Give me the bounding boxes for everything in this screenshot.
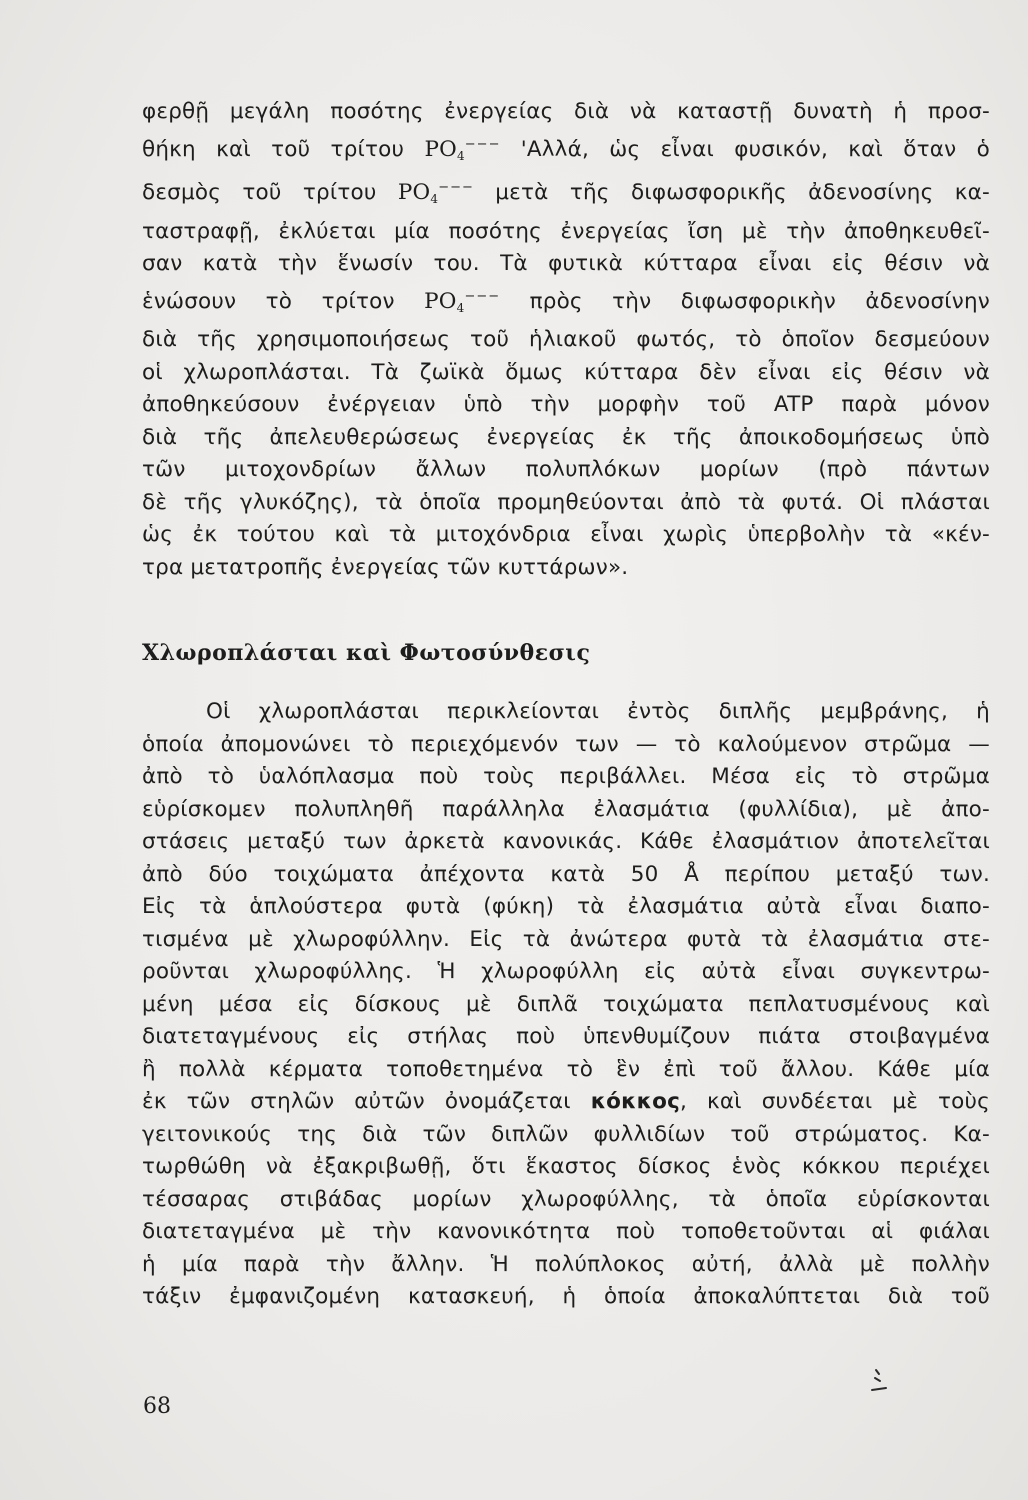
paragraph-chloroplasts	[142, 696, 990, 1314]
text-line: σαν κατὰ τὴν ἕνωσίν του. Τὰ φυτικὰ κύτταρα εἶναι εἰς θέσιν νὰ	[142, 251, 990, 276]
page-number: 68	[143, 1394, 171, 1419]
text-line: ταστραφῇ, ἐκλύεται μία ποσότης ἐνεργείας ἴση μὲ τὴν ἀποθηκευθεῖ-	[142, 218, 990, 244]
text-line: Οἱ χλωροπλάσται περικλείονται ἐντὸς διπλῆς μεμβράνης, ἡ	[206, 699, 990, 724]
text-line: ἀποθηκεύσουν ἐνέργειαν ὑπὸ τὴν μορφὴν τοῦ ATP παρὰ μόνον	[142, 392, 990, 417]
text-line: ἀπὸ δύο τοιχώματα ἀπέχοντα κατὰ 50 Å περίπου μεταξύ των.	[142, 861, 990, 887]
text-line: θήκη καὶ τοῦ τρίτου $PO_4^{---}$ 'Αλλά, ὡς εἶναι φυσικόν, καὶ ὅταν ὁ	[142, 136, 990, 163]
text-line: τάξιν ἐμφανιζομένη κατασκευή, ἡ ὁποία ἀποκαλύπτεται διὰ τοῦ	[142, 1284, 990, 1309]
text-line: δὲ τῆς γλυκόζης), τὰ ὁποῖα προμηθεύονται ἀπὸ τὰ φυτά. Οἱ πλάσται	[142, 489, 990, 515]
section-heading: Χλωροπλάσται καὶ Φωτοσύνθεσις	[142, 640, 591, 666]
text-line: τισμένα μὲ χλωροφύλλην. Εἰς τὰ ἀνώτερα φυτὰ τὰ ἐλασμάτια στε-	[142, 926, 990, 952]
text-line: διατεταγμένους εἰς στήλας ποὺ ὑπενθυμίζουν πιάτα στοιβαγμένα	[142, 1024, 990, 1049]
text-line: ἢ πολλὰ κέρματα τοποθετημένα τὸ ἓν ἐπὶ τοῦ ἄλλου. Κάθε μία	[142, 1056, 990, 1082]
text-line: εὑρίσκομεν πολυπληθῆ παράλληλα ἐλασμάτια (φυλλίδια), μὲ ἀπο-	[142, 796, 990, 822]
text-line: Εἰς τὰ ἁπλούστερα φυτὰ (φύκη) τὰ ἐλασμάτια αὐτὰ εἶναι διαπο-	[142, 894, 990, 919]
text-line: ὁποία ἀπομονώνει τὸ περιεχόμενόν των — τὸ καλούμενον στρῶμα —	[142, 731, 990, 757]
text-line: δεσμὸς τοῦ τρίτου $PO_4^{---}$ μετὰ τῆς διφωσφορικῆς ἀδενοσίνης κα-	[142, 180, 990, 206]
text-line: ὡς ἐκ τούτου καὶ τὰ μιτοχόνδρια εἶναι χωρὶς ὑπερβολὴν τὰ «κέν-	[142, 522, 990, 547]
text-line: τωρθώθη νὰ ἐξακριβωθῇ, ὅτι ἕκαστος δίσκος ἑνὸς κόκκου περιέχει	[142, 1154, 990, 1179]
text-line: ἑνώσουν τὸ τρίτον $PO_4^{---}$ πρὸς τὴν διφωσφορικὴν ἀδενοσίνην	[142, 288, 990, 315]
text-line: διὰ τῆς χρησιμοποιήσεως τοῦ ἡλιακοῦ φωτός, τὸ ὁποῖον δεσμεύουν	[142, 327, 990, 352]
text-line: φερθῇ μεγάλη ποσότης ἐνεργείας διὰ νὰ καταστῇ δυνατὴ ἡ προσ-	[142, 99, 990, 124]
ink-smudge-icon	[866, 1362, 892, 1412]
text-line: γειτονικούς της διὰ τῶν διπλῶν φυλλιδίων τοῦ στρώματος. Κα-	[142, 1121, 990, 1147]
paragraph-energy	[142, 96, 990, 584]
text-line: διατεταγμένα μὲ τὴν κανονικότητα ποὺ τοποθετοῦνται αἱ φιάλαι	[142, 1219, 990, 1244]
text-line: ἀπὸ τὸ ὑαλόπλασμα ποὺ τοὺς περιβάλλει. Μέσα εἰς τὸ στρῶμα	[142, 764, 990, 789]
text-line: μένη μέσα εἰς δίσκους μὲ διπλᾶ τοιχώματα πεπλατυσμένους καὶ	[142, 991, 990, 1017]
text-line: οἱ χλωροπλάσται. Τὰ ζωϊκὰ ὅμως κύτταρα δὲν εἶναι εἰς θέσιν νὰ	[142, 359, 990, 385]
text-line: ἡ μία παρὰ τὴν ἄλλην. Ἡ πολύπλοκος αὐτή, ἀλλὰ μὲ πολλὴν	[142, 1251, 990, 1277]
text-line: ροῦνται χλωροφύλλης. Ἡ χλωροφύλλη εἰς αὐτὰ εἶναι συγκεντρω-	[142, 959, 990, 984]
text-line: ἐκ τῶν στηλῶν αὐτῶν ὀνομάζεται κόκκος, καὶ συνδέεται μὲ τοὺς	[142, 1089, 990, 1114]
text-line: τέσσαρας στιβάδας μορίων χλωροφύλλης, τὰ ὁποῖα εὑρίσκονται	[142, 1186, 990, 1212]
text-line: τῶν μιτοχονδρίων ἄλλων πολυπλόκων μορίων (πρὸ πάντων	[142, 457, 990, 482]
text-line: στάσεις μεταξύ των ἀρκετὰ κανονικάς. Κάθε ἐλασμάτιον ἀποτελεῖται	[142, 829, 990, 854]
text-line: διὰ τῆς ἀπελευθερώσεως ἐνεργείας ἐκ τῆς ἀποικοδομήσεως ὑπὸ	[142, 424, 990, 450]
text-line: τρα μετατροπῆς ἐνεργείας τῶν κυττάρων».	[142, 554, 629, 580]
